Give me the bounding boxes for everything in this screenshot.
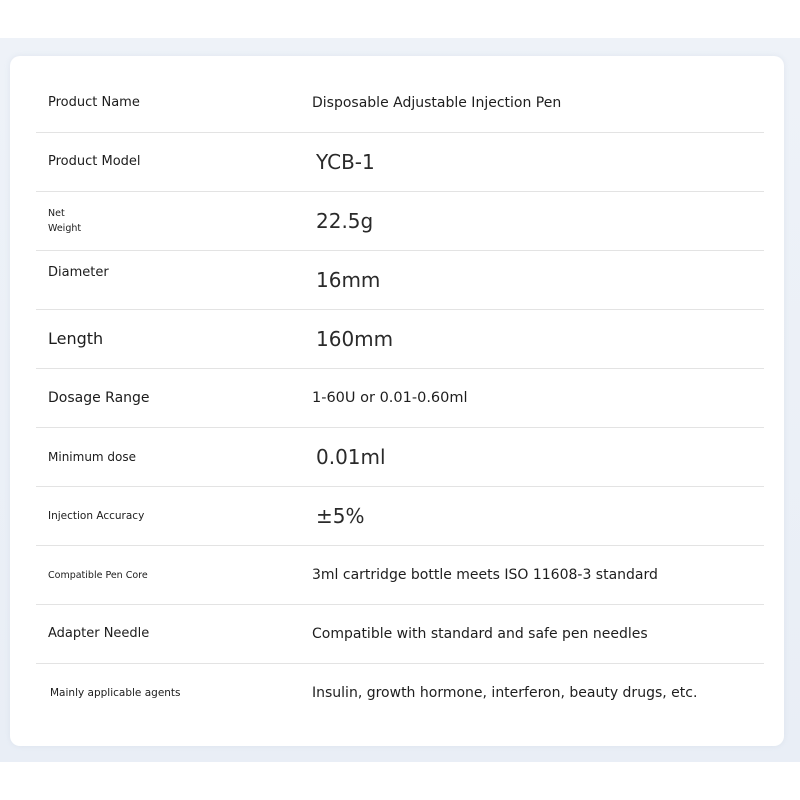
spec-value: 22.5g	[316, 209, 374, 233]
spec-row-product-model	[36, 133, 764, 192]
spec-label: Net Weight	[48, 208, 82, 234]
spec-row-diameter	[36, 251, 764, 310]
spec-row-net-weight	[36, 192, 764, 251]
spec-value: YCB-1	[316, 150, 375, 174]
spec-value: 3ml cartridge bottle meets ISO 11608-3 standard	[312, 567, 658, 583]
spec-label: Product Model	[48, 154, 141, 169]
spec-label: Dosage Range	[48, 390, 150, 406]
spec-value: 1-60U or 0.01-0.60ml	[312, 390, 468, 406]
spec-row-product-name	[36, 74, 764, 133]
spec-row-dosage-range	[36, 369, 764, 428]
spec-value: Insulin, growth hormone, interferon, beauty drugs, etc.	[312, 685, 698, 701]
spec-label: Mainly applicable agents	[50, 687, 181, 699]
spec-value: 16mm	[316, 268, 381, 292]
spec-value: Disposable Adjustable Injection Pen	[312, 95, 562, 111]
spec-value: Compatible with standard and safe pen needles	[312, 626, 648, 642]
spec-label: Diameter	[48, 265, 109, 280]
spec-label: Compatible Pen Core	[48, 569, 148, 581]
spec-label: Length	[48, 329, 104, 348]
spec-row-adapter-needle	[36, 605, 764, 664]
spec-row-compatible-pen-core	[36, 546, 764, 605]
spec-label: Adapter Needle	[48, 626, 150, 641]
spec-row-injection-accuracy	[36, 487, 764, 546]
spec-table	[36, 74, 764, 722]
spec-row-applicable-agents	[36, 664, 764, 722]
spec-value: 160mm	[316, 327, 394, 351]
spec-value: ±5%	[316, 504, 365, 528]
spec-row-length	[36, 310, 764, 369]
spec-value: 0.01ml	[316, 445, 386, 469]
spec-label: Injection Accuracy	[48, 510, 145, 522]
spec-label: Minimum dose	[48, 450, 137, 464]
spec-row-minimum-dose	[36, 428, 764, 487]
spec-label: Product Name	[48, 95, 140, 110]
